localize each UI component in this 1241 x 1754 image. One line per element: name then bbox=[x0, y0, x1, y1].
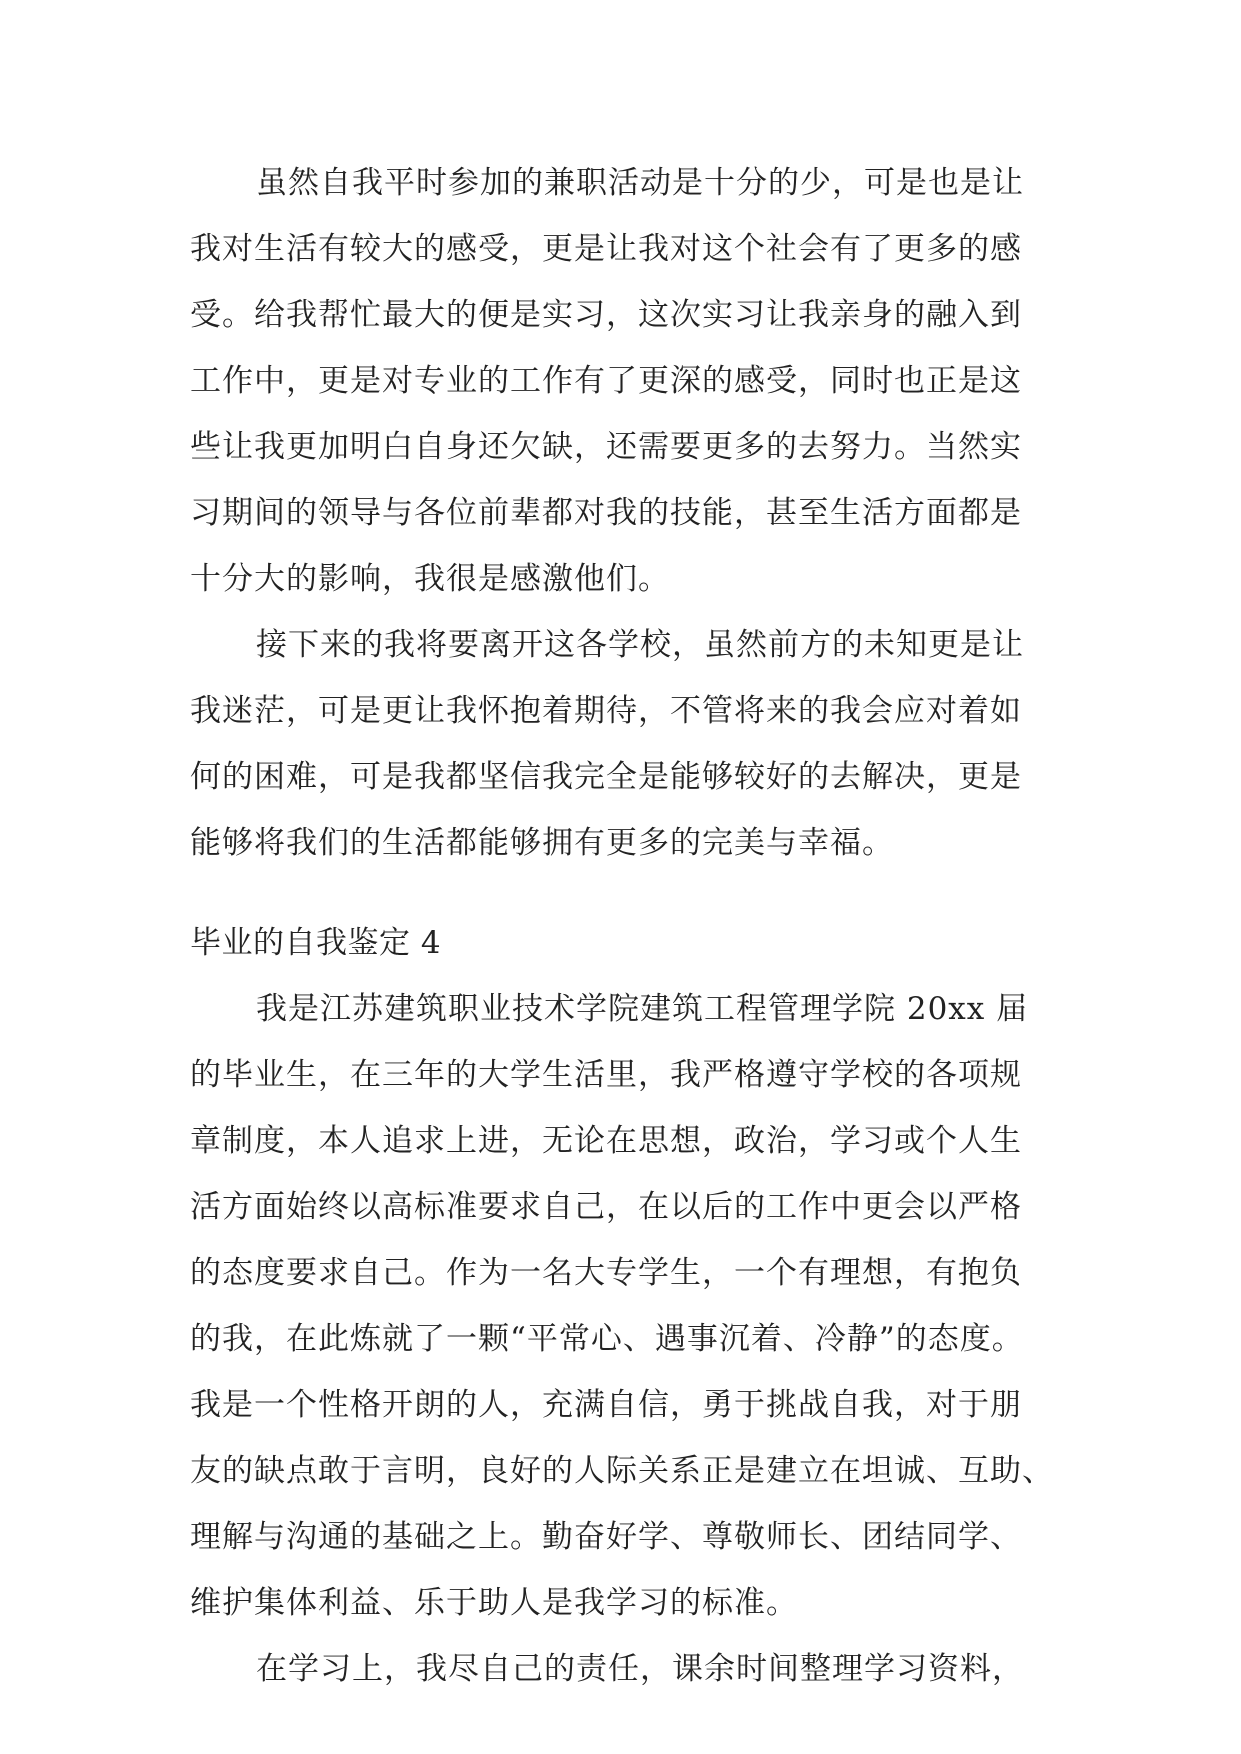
paragraph-1-line-7: 十分大的影响，我很是感激他们。 bbox=[190, 561, 670, 597]
paragraph-3-line-4: 活方面始终以高标准要求自己，在以后的工作中更会以严格 bbox=[190, 1189, 1022, 1225]
paragraph-3-line-6: 的我，在此炼就了一颗“平常心、遇事沉着、冷静”的态度。 bbox=[190, 1321, 1024, 1357]
paragraph-4-line-1: 在学习上，我尽自己的责任，课余时间整理学习资料， bbox=[256, 1651, 1024, 1687]
paragraph-2-line-2: 我迷茫，可是更让我怀抱着期待，不管将来的我会应对着如 bbox=[190, 693, 1022, 729]
paragraph-3-line-8: 友的缺点敢于言明，良好的人际关系正是建立在坦诚、互助、 bbox=[190, 1453, 1054, 1489]
paragraph-3-line-10: 维护集体利益、乐于助人是我学习的标准。 bbox=[190, 1585, 798, 1621]
paragraph-2-line-1: 接下来的我将要离开这各学校，虽然前方的未知更是让 bbox=[256, 627, 1024, 663]
paragraph-3-line-3: 章制度，本人追求上进，无论在思想，政治，学习或个人生 bbox=[190, 1123, 1022, 1159]
section-heading: 毕业的自我鉴定 4 bbox=[190, 925, 442, 961]
paragraph-3-line-2: 的毕业生，在三年的大学生活里，我严格遵守学校的各项规 bbox=[190, 1057, 1022, 1093]
paragraph-3-line-9: 理解与沟通的基础之上。勤奋好学、尊敬师长、团结同学、 bbox=[190, 1519, 1022, 1555]
paragraph-3-line-5: 的态度要求自己。作为一名大专学生，一个有理想，有抱负 bbox=[190, 1255, 1022, 1291]
paragraph-1-line-3: 受。给我帮忙最大的便是实习，这次实习让我亲身的融入到 bbox=[190, 297, 1022, 333]
paragraph-1-line-5: 些让我更加明白自身还欠缺，还需要更多的去努力。当然实 bbox=[190, 429, 1022, 465]
paragraph-2-line-4: 能够将我们的生活都能够拥有更多的完美与幸福。 bbox=[190, 825, 894, 861]
paragraph-1-line-2: 我对生活有较大的感受，更是让我对这个社会有了更多的感 bbox=[190, 231, 1022, 267]
paragraph-1-line-4: 工作中，更是对专业的工作有了更深的感受，同时也正是这 bbox=[190, 363, 1022, 399]
paragraph-3-line-1: 我是江苏建筑职业技术学院建筑工程管理学院 20xx 届 bbox=[256, 991, 1029, 1027]
paragraph-3-line-7: 我是一个性格开朗的人，充满自信，勇于挑战自我，对于朋 bbox=[190, 1387, 1022, 1423]
paragraph-2-line-3: 何的困难，可是我都坚信我完全是能够较好的去解决，更是 bbox=[190, 759, 1022, 795]
paragraph-1-line-6: 习期间的领导与各位前辈都对我的技能，甚至生活方面都是 bbox=[190, 495, 1022, 531]
paragraph-1-line-1: 虽然自我平时参加的兼职活动是十分的少，可是也是让 bbox=[256, 165, 1024, 201]
